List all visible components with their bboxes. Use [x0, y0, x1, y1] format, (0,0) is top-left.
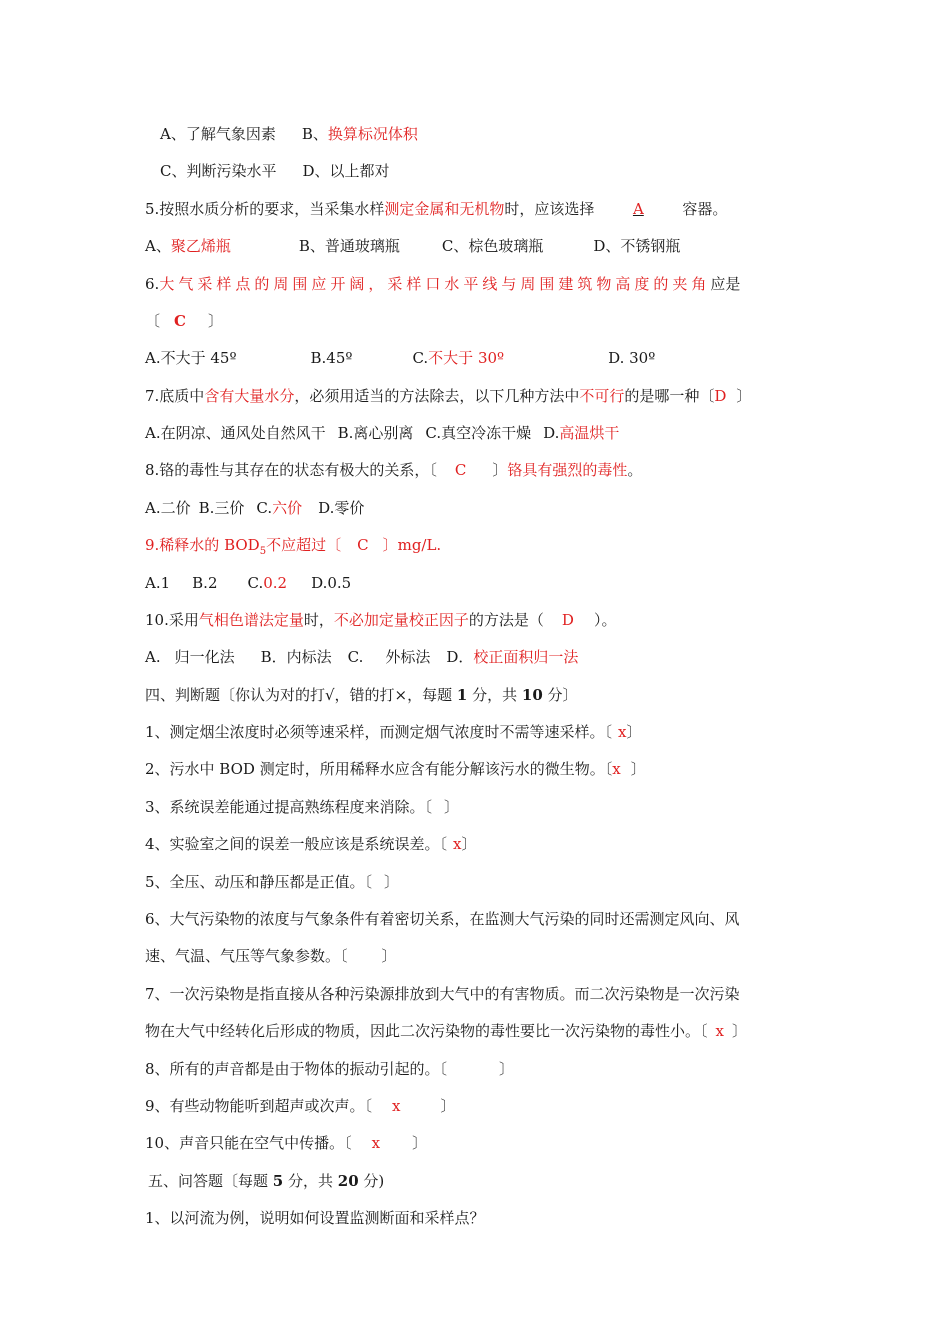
question-9-options: A.1 B.2 C.0.2 D.0.5	[145, 574, 352, 592]
question-9: 9.稀释水的 $BOD_5$不应超过〔 C 〕mg/L.	[145, 536, 442, 557]
judgement-item-10: 10、声音只能在空气中传播。〔 x 〕	[145, 1134, 428, 1152]
section-5-heading: 五、问答题〔每题 5 分，共 20 分)	[148, 1172, 385, 1190]
essay-question-1: 1、以河流为例，说明如何设置监测断面和采样点？	[145, 1209, 485, 1227]
option-line-cd: C、判断污染水平 D、以上都对	[160, 162, 390, 180]
judgement-item-8: 8、所有的声音都是由于物体的振动引起的。〔 〕	[145, 1060, 515, 1078]
judgement-item-7: 7、一次污染物是指直接从各种污染源排放到大气中的有害物质。而二次污染物是一次污染	[145, 985, 740, 1003]
question-6-answer: 〔 C 〕	[145, 312, 223, 330]
judgement-item-4: 4、实验室之间的误差一般应该是系统误差。〔 x〕	[145, 835, 477, 853]
judgement-item-3: 3、系统误差能通过提高熟练程度来消除。〔 〕	[145, 798, 460, 816]
judgement-item-9: 9、有些动物能听到超声或次声。〔 x 〕	[145, 1097, 456, 1115]
judgement-item-6: 6、大气污染物的浓度与气象条件有着密切关系，在监测大气污染的同时还需测定风向、风	[145, 910, 740, 928]
question-10: 10.采用气相色谱法定量时，不必加定量校正因子的方法是（ D ）。	[145, 611, 617, 629]
judgement-item-2: 2、污水中 BOD 测定时，所用稀释水应含有能分解该污水的微生物。〔x 〕	[145, 760, 646, 778]
question-7: 7.底质中含有大量水分，必须用适当的方法除去，以下几种方法中不可行的是哪一种〔D 〕	[145, 387, 752, 405]
question-5: 5.按照水质分析的要求，当采集水样测定金属和无机物时，应该选择 A 容器。	[145, 200, 728, 218]
question-8: 8.铬的毒性与其存在的状态有极大的关系，〔 C 〕铬具有强烈的毒性。	[145, 461, 643, 479]
judgement-item-7-cont: 物在大气中经转化后形成的物质，因此二次污染物的毒性要比一次污染物的毒性小。〔 x 〕	[145, 1022, 747, 1040]
question-8-options: A.二价 B.三价 C.六价 D.零价	[145, 499, 365, 517]
judgement-item-1: 1、测定烟尘浓度时必须等速采样，而测定烟气浓度时不需等速采样。〔 x〕	[145, 723, 642, 741]
question-7-options: A.在阴凉、通风处自然风干 B.离心别离 C.真空冷冻干燥 D.高温烘干	[145, 424, 620, 442]
question-10-options: A. 归一化法 B．内标法 C. 外标法 D．校正面积归一法	[145, 648, 579, 666]
option-line-ab: A、了解气象因素 B、换算标况体积	[160, 125, 418, 143]
question-6-options: A.不大于 45º B.45º C.不大于 30º D. 30º	[145, 349, 656, 367]
answer-blank: A	[632, 200, 644, 218]
judgement-item-5: 5、全压、动压和静压都是正值。〔 〕	[145, 873, 400, 891]
question-5-options: A、聚乙烯瓶 B、普通玻璃瓶 C、棕色玻璃瓶 D、不锈钢瓶	[145, 237, 681, 255]
question-6: 6.大气采样点的周围应开阔，采样口水平线与周围建筑物高度的夹角应是	[145, 275, 741, 293]
highlighted-answer: 换算标况体积	[327, 125, 418, 143]
judgement-item-6-cont: 速、气温、气压等气象参数。〔 〕	[145, 947, 397, 965]
section-4-heading: 四、判断题〔你认为对的打√，错的打×，每题 1 分，共 10 分〕	[145, 686, 578, 704]
